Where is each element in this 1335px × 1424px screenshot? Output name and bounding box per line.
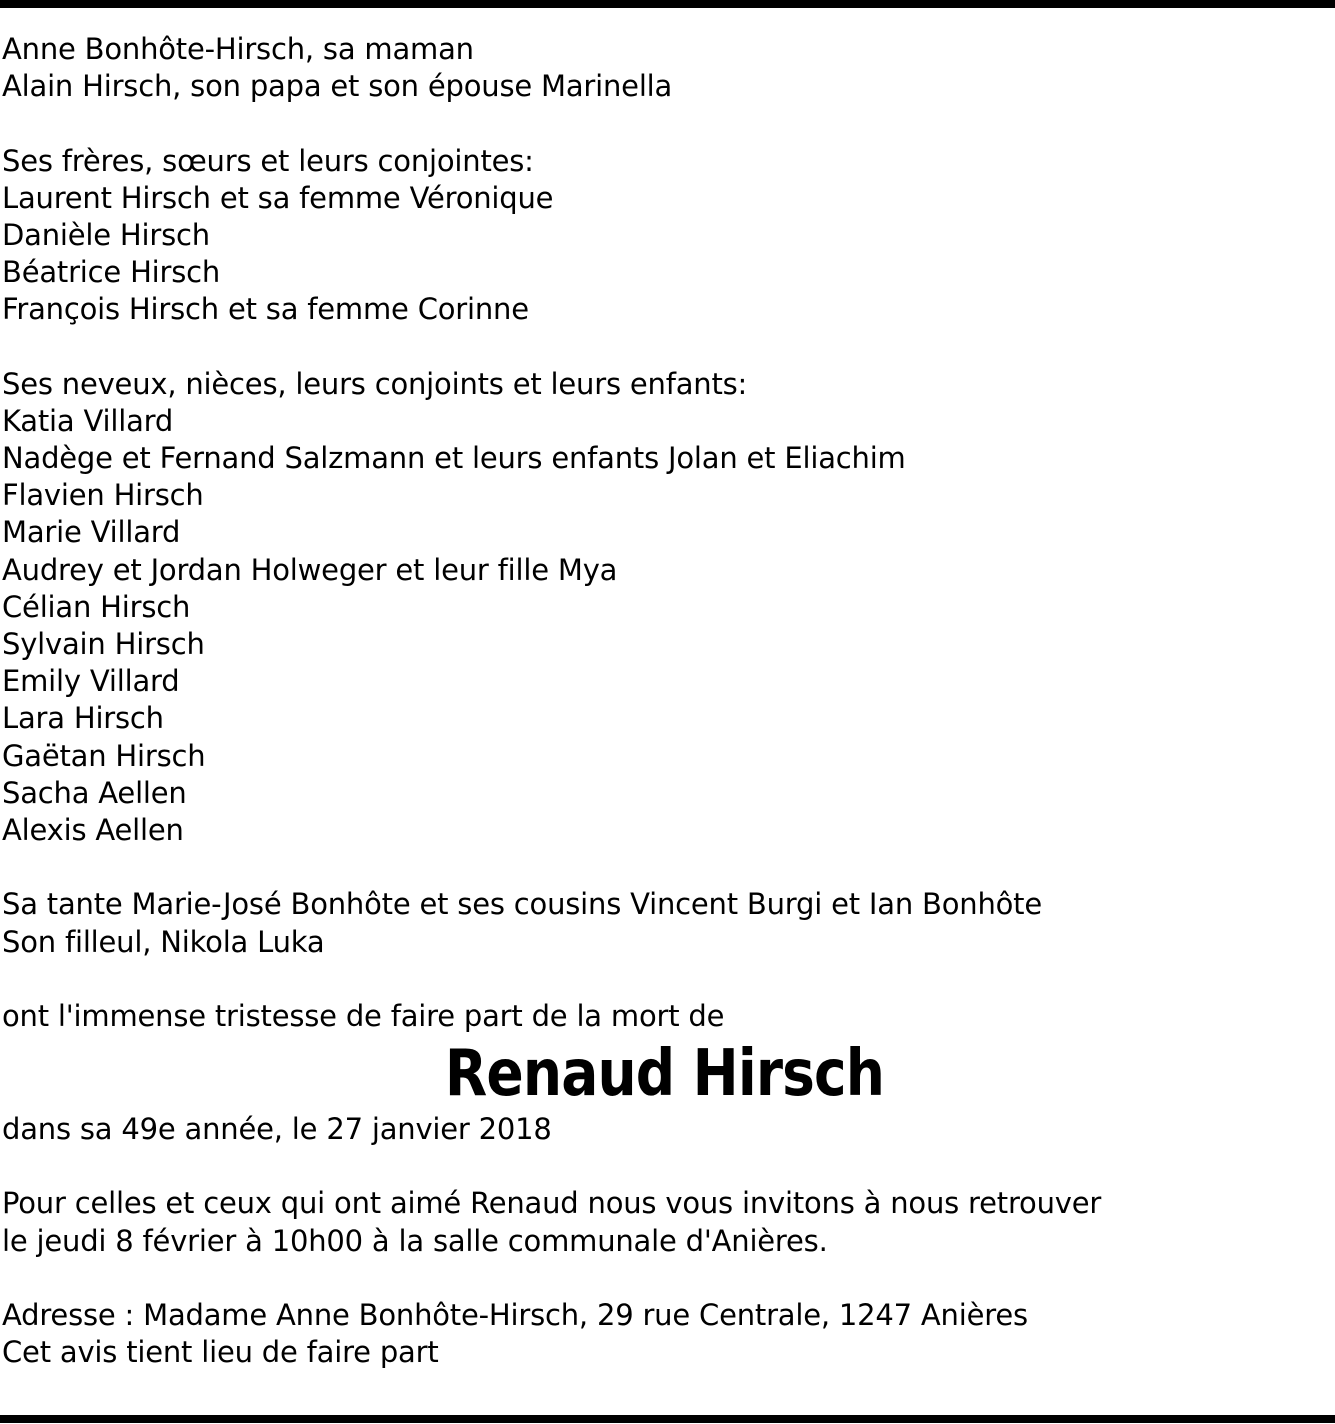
paragraph-gap [2, 1148, 1327, 1185]
nephew-line: Katia Villard [2, 403, 174, 438]
parent-line: Anne Bonhôte-Hirsch, sa maman [2, 32, 474, 66]
parents-section [2, 31, 1327, 105]
footer-section [2, 1297, 1327, 1371]
death-details: dans sa 49e année, le 27 janvier 2018 [2, 1112, 552, 1147]
sibling-line: Danièle Hirsch [2, 217, 210, 252]
nephew-line: Alexis Aellen [2, 812, 184, 847]
nephew-line: Nadège et Fernand Salzmann et leurs enfants Jolan et Eliachim [2, 441, 906, 476]
announcement-text: ont l'immense tristesse de faire part de la mort de [2, 998, 725, 1033]
paragraph-gap [2, 1260, 1327, 1297]
other-family-section [2, 886, 1327, 960]
other-family-line: Son filleul, Nikola Luka [2, 924, 325, 959]
parent-line: Alain Hirsch, son papa et son épouse Marinella [2, 69, 673, 104]
nephew-line: Sylvain Hirsch [2, 627, 205, 661]
invitation-line: le jeudi 8 février à 10h00 à la salle communale d'Anières. [2, 1223, 828, 1258]
siblings-heading: Ses frères, sœurs et leurs conjointes: [2, 143, 534, 178]
nephew-line: Emily Villard [2, 664, 180, 699]
address-line: Adresse : Madame Anne Bonhôte-Hirsch, 29 rue Centrale, 1247 Anières [2, 1298, 1028, 1332]
invitation-section [2, 1185, 1327, 1259]
notice-remark: Cet avis tient lieu de faire part [2, 1335, 439, 1370]
paragraph-gap [2, 329, 1327, 366]
siblings-section [2, 143, 1327, 329]
nephew-line: Célian Hirsch [2, 589, 191, 624]
death-notice [2, 31, 1327, 1371]
nephew-line: Sacha Aellen [2, 775, 187, 810]
other-family-line: Sa tante Marie-José Bonhôte et ses cousins Vincent Burgi et Ian Bonhôte [2, 887, 1042, 922]
nephew-line: Marie Villard [2, 515, 181, 550]
sibling-line: Laurent Hirsch et sa femme Véronique [2, 180, 554, 215]
top-border-rule [0, 0, 1335, 8]
nephew-line: Gaëtan Hirsch [2, 738, 206, 773]
invitation-line: Pour celles et ceux qui ont aimé Renaud nous vous invitons à nous retrouver [2, 1186, 1102, 1221]
nephew-line: Audrey et Jordan Holweger et leur fille Mya [2, 552, 618, 587]
nephews-heading: Ses neveux, nièces, leurs conjoints et leurs enfants: [2, 366, 748, 401]
nephews-section [2, 366, 1327, 849]
sibling-line: François Hirsch et sa femme Corinne [2, 292, 529, 327]
paragraph-gap [2, 961, 1327, 998]
bottom-border-rule [0, 1415, 1335, 1423]
nephew-line: Lara Hirsch [2, 701, 164, 736]
deceased-name: Renaud Hirsch [444, 1037, 885, 1112]
paragraph-gap [2, 105, 1327, 142]
paragraph-gap [2, 849, 1327, 886]
sibling-line: Béatrice Hirsch [2, 255, 221, 290]
nephew-line: Flavien Hirsch [2, 478, 204, 513]
